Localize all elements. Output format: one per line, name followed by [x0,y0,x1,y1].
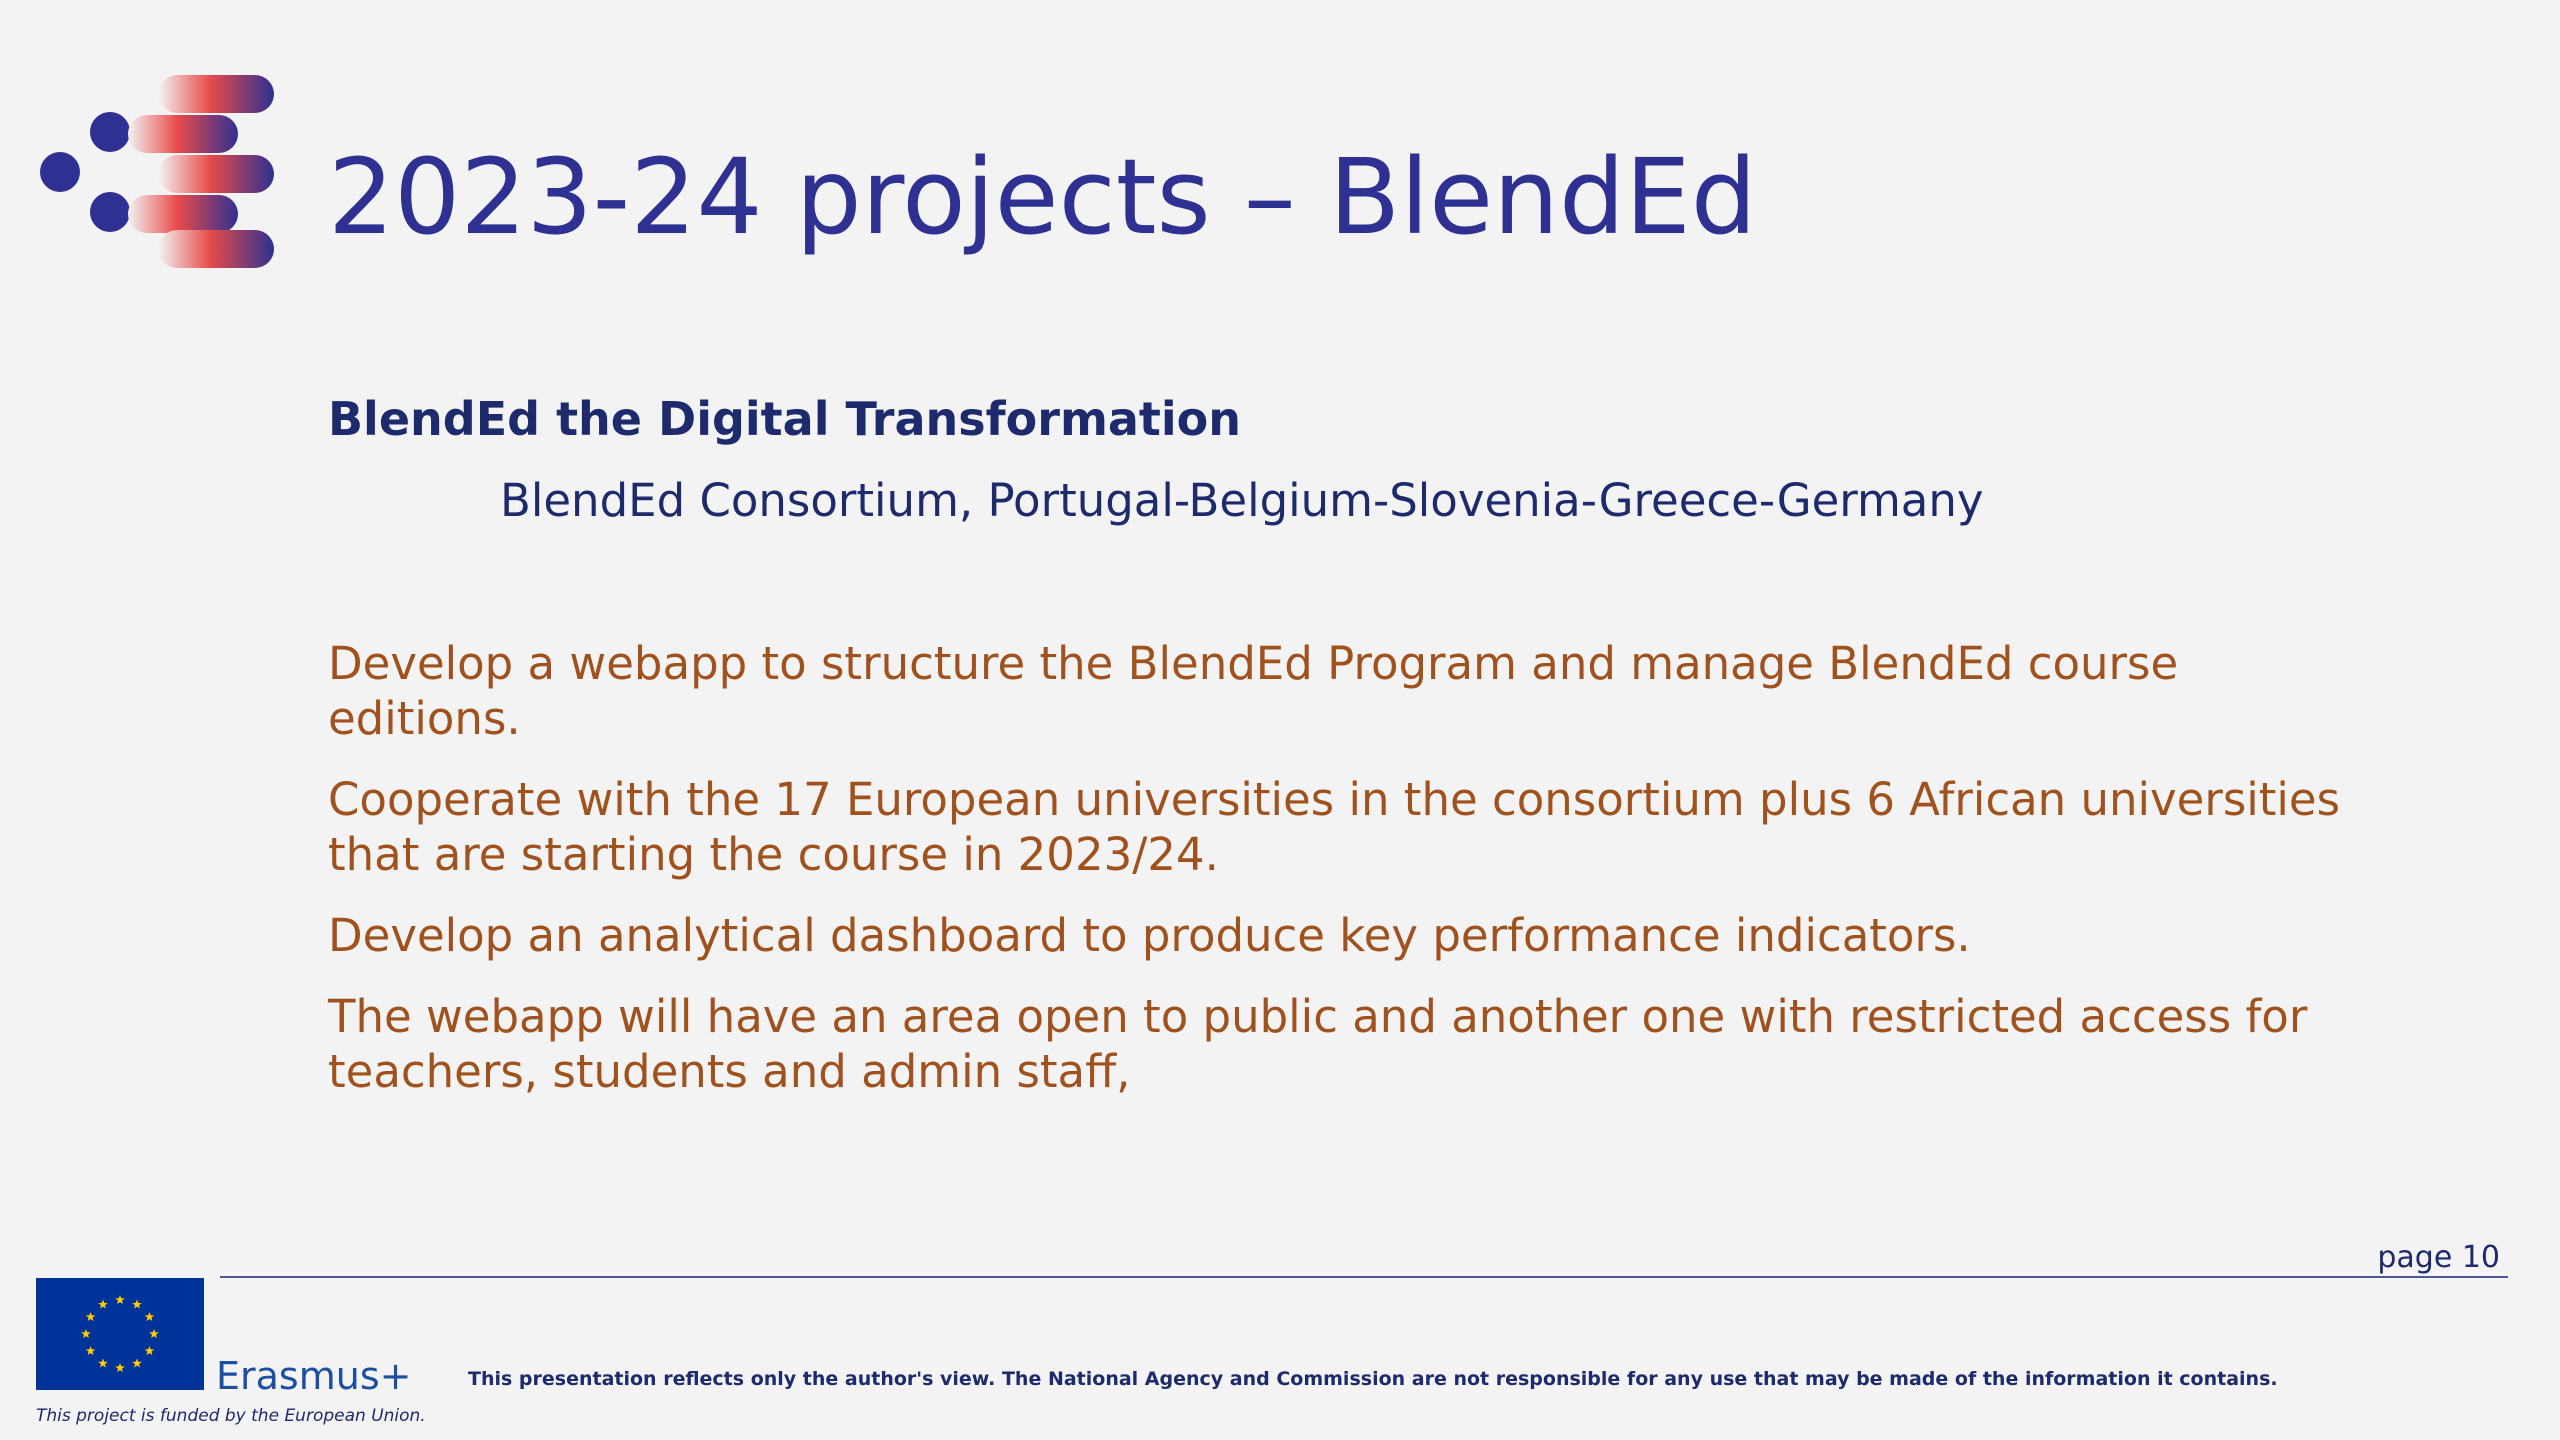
blended-logo-icon [38,70,288,270]
page-number: page 10 [2377,1240,2500,1275]
erasmus-plus-label: Erasmus+ [216,1354,412,1398]
bullet-list [328,636,2378,1125]
consortium-line: BlendEd Consortium, Portugal-Belgium-Slovenia-Greece-Germany [500,474,1984,527]
list-item: Cooperate with the 17 European universities in the consortium plus 6 African universities that are starting the course in 2023/24. [328,773,2341,881]
slide-subtitle: BlendEd the Digital Transformation [328,392,1242,446]
list-item: Develop a webapp to structure the BlendEd Program and manage BlendEd course editions. [328,637,2179,745]
list-item: Develop an analytical dashboard to produce key performance indicators. [328,909,1971,962]
disclaimer-text: This presentation reflects only the author's view. The National Agency and Commission are not responsible for any use that may be made of the information it contains. [468,1368,2278,1390]
eu-flag-icon [36,1278,204,1390]
list-item: The webapp will have an area open to public and another one with restricted access for teachers, students and admin staff, [328,990,2308,1098]
slide-title: 2023-24 projects – BlendEd [328,136,1757,258]
funded-by-eu-text: This project is funded by the European Union. [36,1406,426,1426]
footer-divider [220,1276,2508,1278]
